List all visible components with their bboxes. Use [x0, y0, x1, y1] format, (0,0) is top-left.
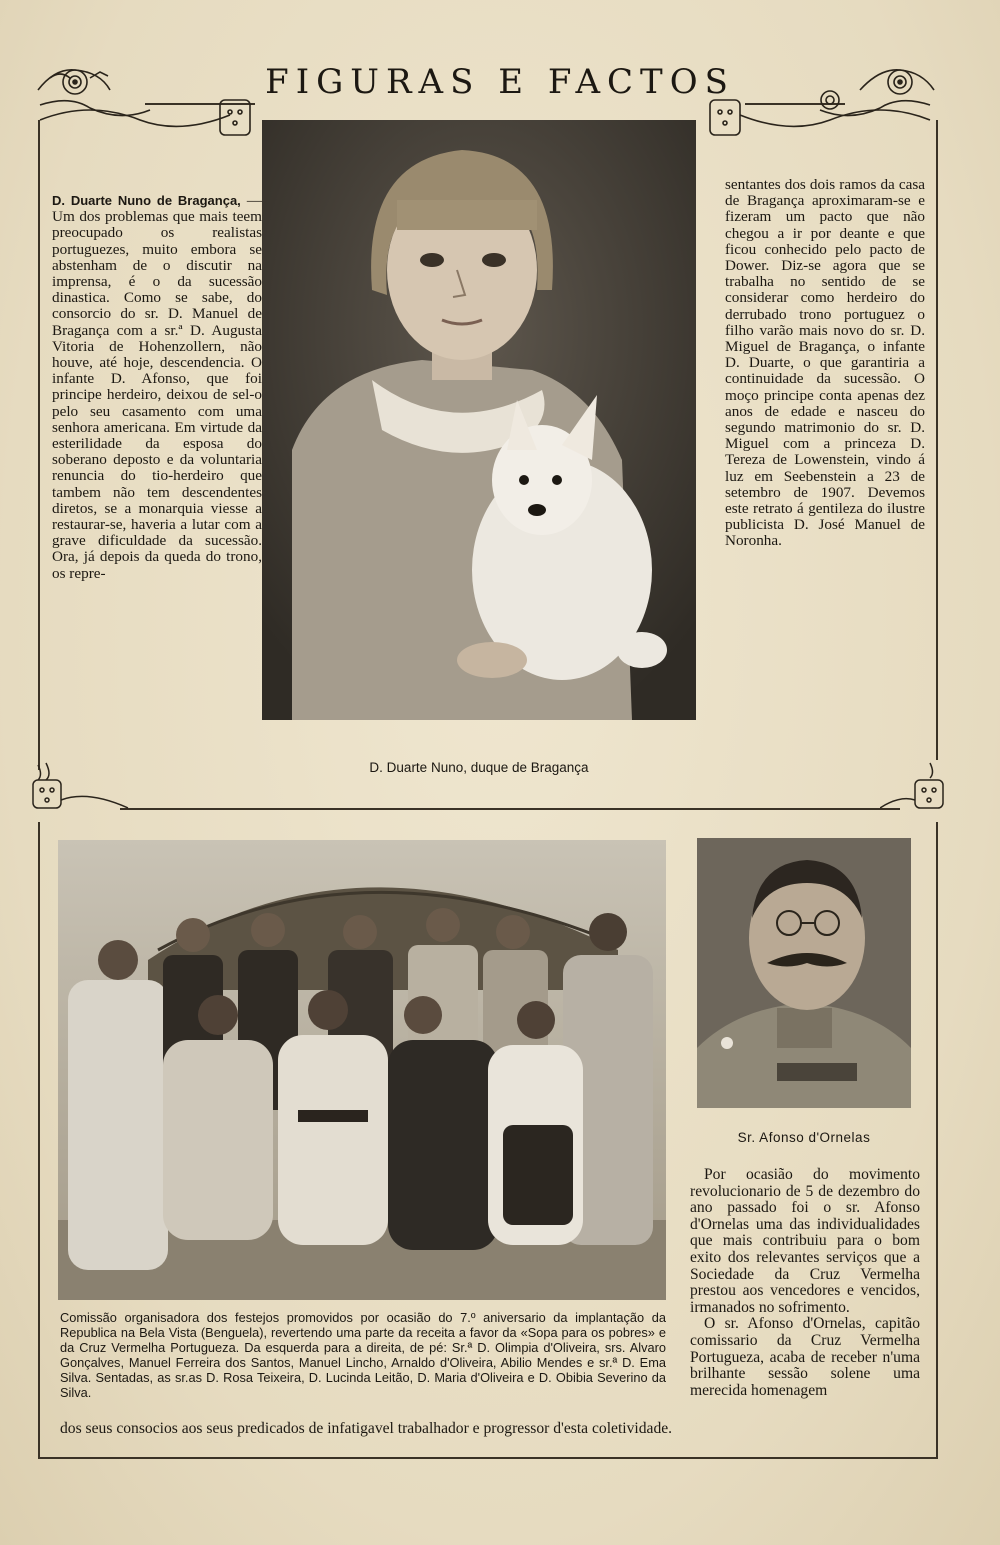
portrait-photo-afonso-dornelas — [697, 838, 911, 1108]
frame-left-top — [38, 120, 40, 770]
flower-ornament-icon — [28, 760, 138, 820]
frame-mid-divider — [120, 808, 900, 810]
group-photo-commission — [58, 840, 666, 1300]
frame-right-bottom — [936, 822, 938, 1457]
flower-ornament-icon — [30, 60, 260, 140]
caption-text: Comissão organisadora dos festejos promovidos por ocasião do 7.º aniversario da implantação da Republica na Bela Vista (Benguela), revertendo uma parte da receita a favor da «Sopa para os pobres» e da Cruz Vermelha Portugueza. Da esquerda para a direita, de pé: Sr.ª D. Olimpia d'Oliveira, srs. Alvaro Gonçalves, Manuel Ferreira dos Santos, Manuel Lincho, Arnaldo d'Oliveira, Abilio Mendes e sr.ª D. Ema Silva. Sentadas, as sr.as D. Rosa Teixeira, D. Lucinda Leitão, D. Maria d'Oliveira e D. Obibia Severino da Silva. — [60, 1310, 666, 1400]
flower-ornament-icon — [880, 760, 950, 820]
portrait-caption: Sr. Afonso d'Ornelas — [737, 1130, 871, 1145]
article-text: sentantes dos dois ramos da casa de Bragança aproximaram-se e fizeram um pacto que não chegou a ir por deante e que ficou conhecido pelo pacto de Dower. Diz-se agora que se trabalha no sentido de se considerar como herdeiro do derrubado trono portuguez o filho varão mais novo do sr. D. Miguel de Bragança, o infante D. Duarte, o que garantiria a continuidade da sucessão. O moço principe conta apenas dez anos de edade e nasceu do segundo matrimonio do sr. D. Miguel com a princeza D. Tereza de Lowenstein, vindo á luz em Seebenstein a 23 de setembro de 1907. Devemos este retrato á gentileza do ilustre publicista D. José Manuel de Noronha. — [725, 176, 925, 550]
page-title: FIGURAS E FACTOS — [265, 62, 735, 102]
article-left-column — [52, 193, 262, 582]
article-continuation-line: dos seus consocios aos seus predicados de infatigavel trabalhador e progressor d'esta coletividade. — [60, 1420, 673, 1437]
article-paragraph: Por ocasião do movimento revolucionario de 5 de dezembro do ano passado foi o sr. Afonso d'Ornelas uma das individualidades que mais contribuiu para o bom exito dos relevantes serviços que a Sociedade da Cruz Vermelha prestou aos vencedores e vencidos, irmanados no sofrimento. — [690, 1166, 920, 1316]
photo-caption: D. Duarte Nuno, duque de Bragança — [369, 760, 589, 775]
frame-left-bottom — [38, 822, 40, 1457]
article-ornelas-text — [690, 1167, 920, 1399]
frame-right-top — [936, 120, 938, 760]
frame-bottom — [38, 1457, 938, 1459]
article-heading: D. Duarte Nuno de Bragança, — [52, 193, 241, 208]
group-photo-caption — [60, 1310, 666, 1400]
article-paragraph: O sr. Afonso d'Ornelas, capitão comissario da Cruz Vermelha Portugueza, acaba de receber n'uma brilhante sessão solene uma merecida homenagem — [690, 1315, 920, 1399]
article-right-column — [725, 177, 925, 550]
portrait-photo-boy-with-dog — [262, 120, 696, 720]
article-text: — Um dos problemas que mais teem preocupado os realistas portuguezes, muito embora se abstenham de o discutir na imprensa, é o da sucessão dinastica. Como se sabe, do consorcio do sr. D. Manuel de Bragança com a sr.ª D. Augusta Vitoria de Hohenzollern, não houve, até hoje, descendencia. O infante D. Afonso, que foi principe herdeiro, deixou de sel-o pelo seu casamento com uma senhora americana. Em virtude da esterilidade da esposa do soberano deposto e da voluntaria renuncia do tio-herdeiro que tambem não tem descendentes diretos, se a monarquia viesse a restaurar-se, haveria a lutar com a grave dificuldade da sucessão. Ora, já depois da queda do trono, os repre- — [52, 192, 262, 582]
